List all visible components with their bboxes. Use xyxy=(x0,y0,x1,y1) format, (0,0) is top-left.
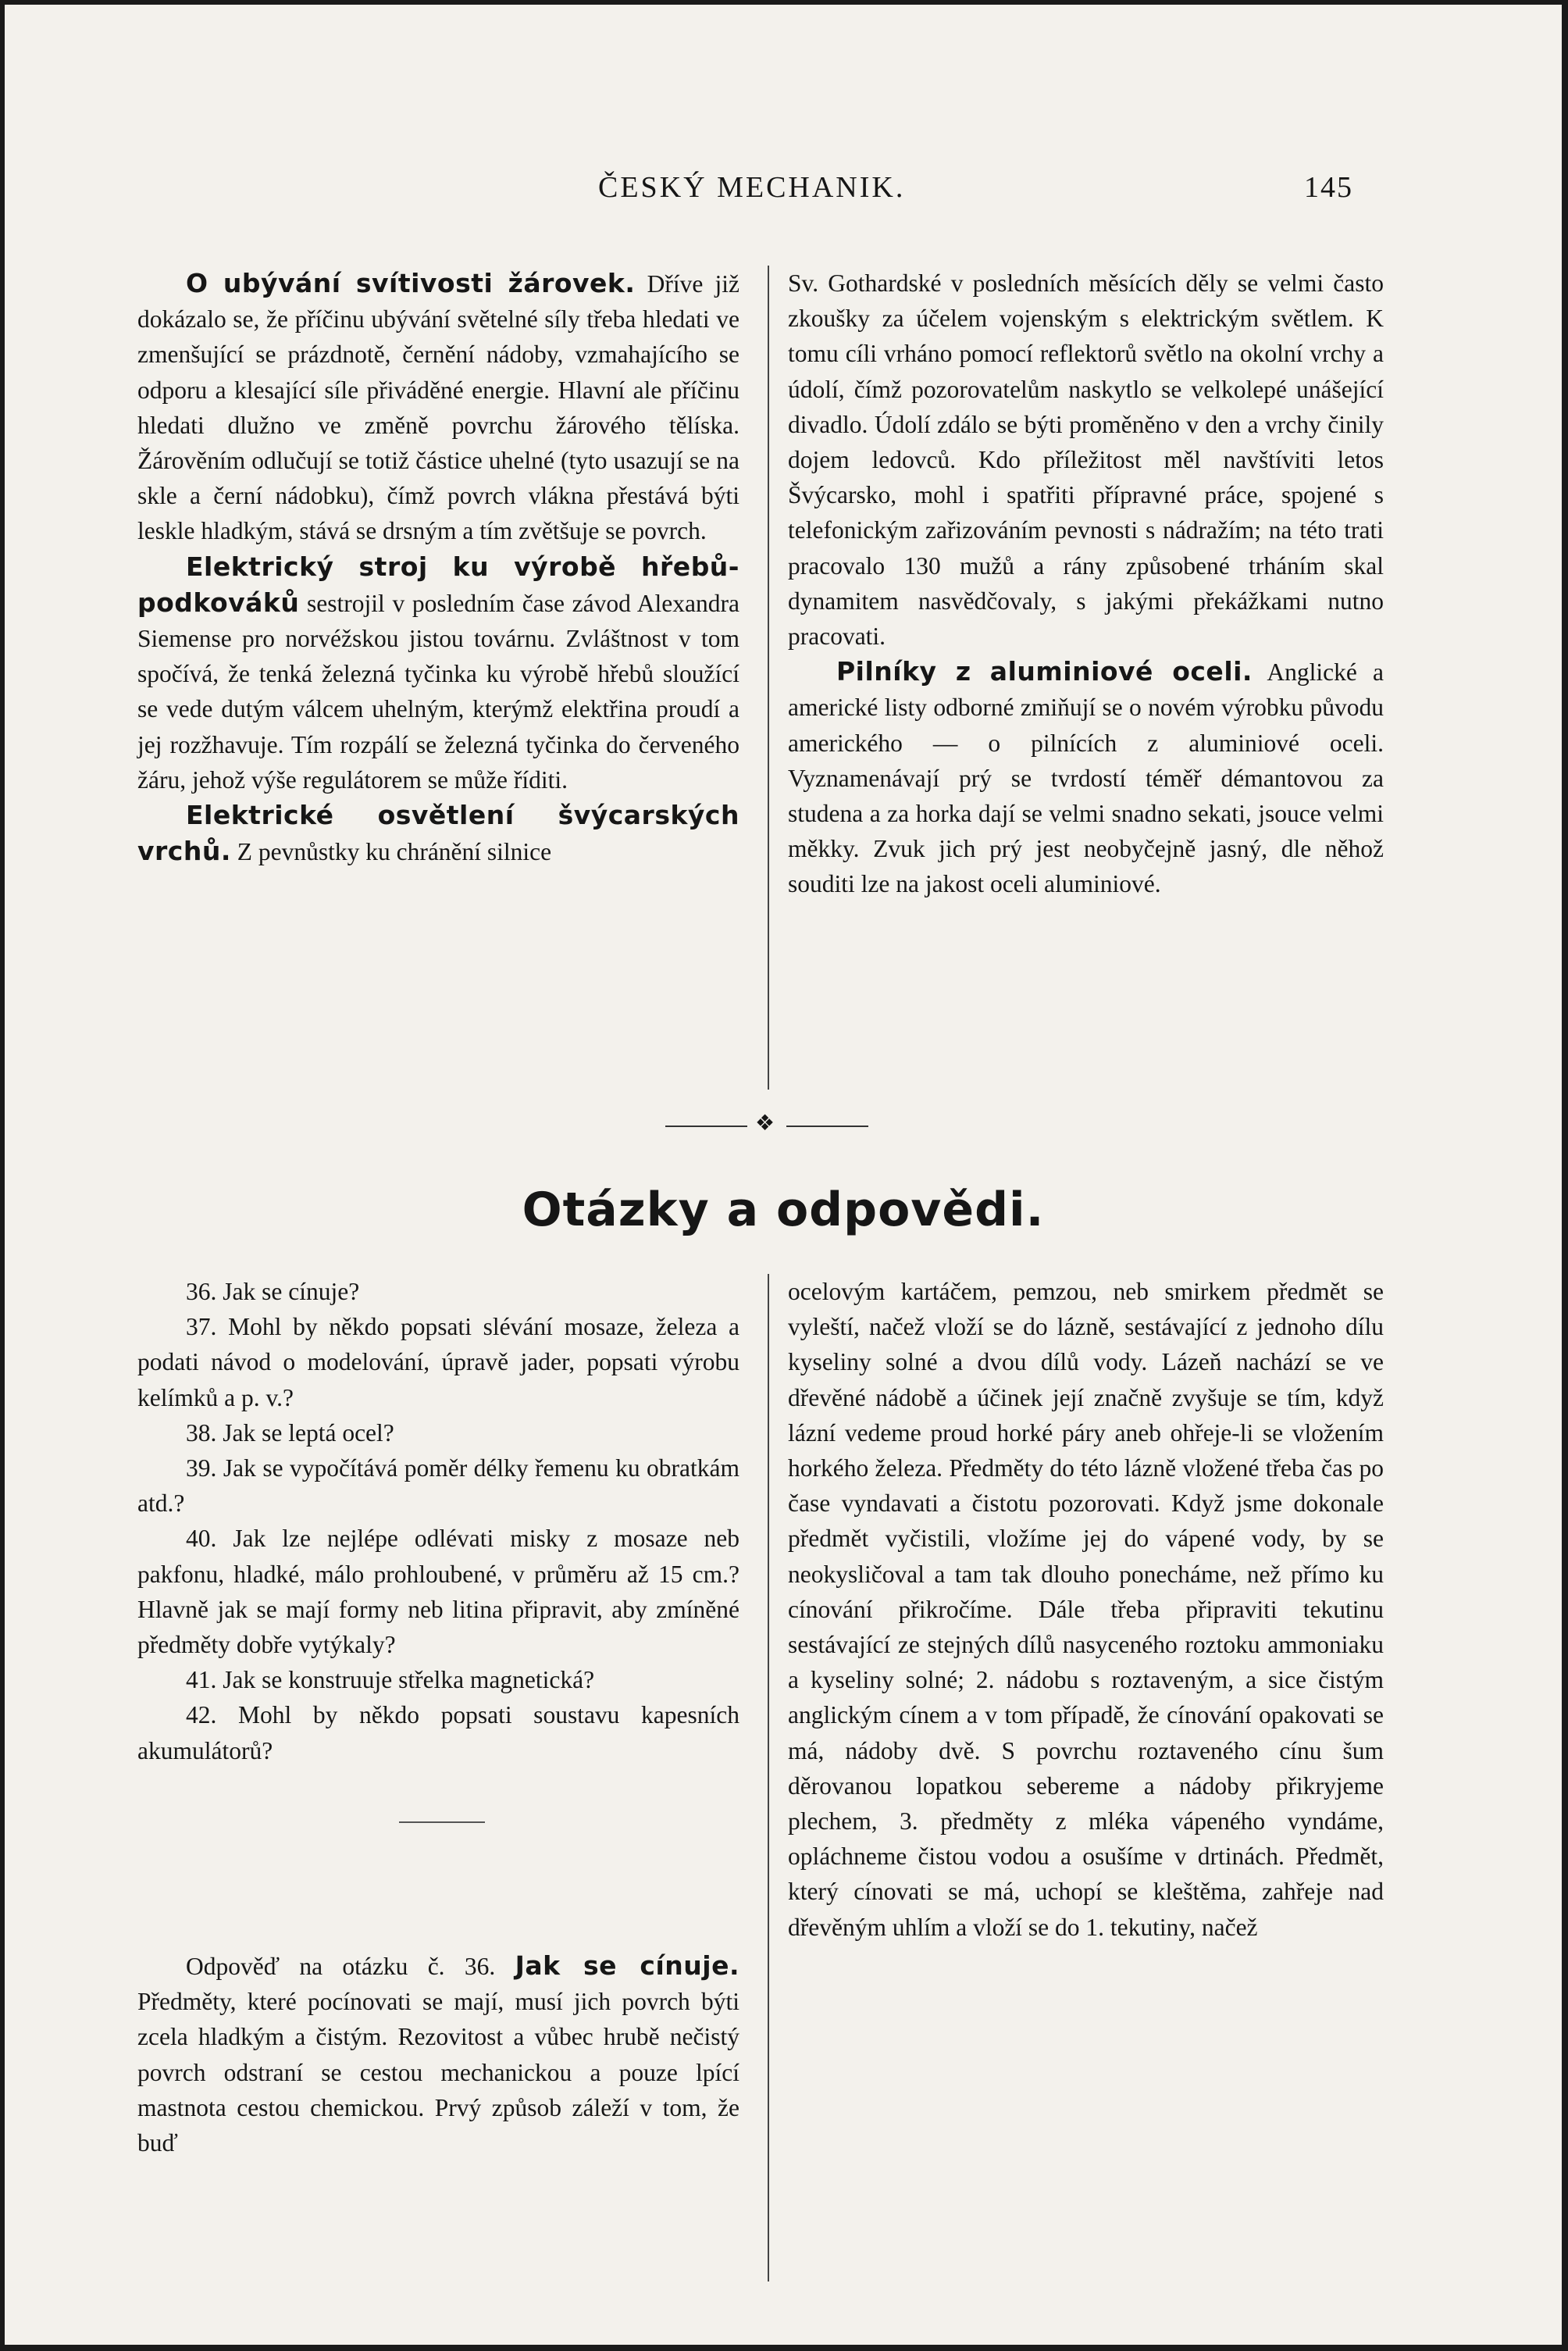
question-number: 37. xyxy=(186,1313,217,1341)
question-text: Jak lze nejlépe odlévati misky z mosaze neb pakfonu, hladké, málo prohloubené, v průměru až 15 cm.? Hlavně jak se mají formy neb litina připravit, aby zmíněné předměty dobře vytýkaly? xyxy=(137,1525,740,1659)
column-rule xyxy=(768,1274,769,2281)
top-left-column xyxy=(137,266,739,869)
article-text: Z pevnůstky ku chránění silnice xyxy=(237,838,552,866)
column-rule xyxy=(768,266,769,1090)
journal-title: ČESKÝ MECHANIK. xyxy=(598,171,906,204)
bottom-left-column xyxy=(137,1274,739,1768)
section-title: Otázky a odpovědi. xyxy=(522,1183,1045,1237)
article-text: sestrojil v posledním čase závod Alexandra Siemense pro norvéžskou jistou továrnu. Zvláštnost v tom spočívá, že tenká železná tyčinka ku výrobě hřebů sloužící se vede dutým válcem uhelným, kterýmž elektřina proudí a jej rozžhavuje. Tím rozpálí se železná tyčinka do červeného žáru, jehož výše regulátorem se může říditi. xyxy=(137,589,739,794)
article-nail-machine xyxy=(137,549,739,797)
question-text: Mohl by někdo popsati slévání mosaze, železa a podati návod o modelování, úpravě jader, popsati výrobu kelímků a p. v.? xyxy=(137,1313,739,1411)
top-right-column xyxy=(788,266,1384,902)
question-text: Jak se cínuje? xyxy=(223,1278,360,1305)
article-swiss-lighting xyxy=(137,797,739,869)
questions-list xyxy=(137,1274,739,1768)
article-aluminium-files xyxy=(788,654,1384,901)
article-text: Anglické a americké listy odborné zmiňují se o novém výrobku původu amerického — o pilnících z aluminiové oceli. Vyznamenávají prý se tvrdostí téměř démantovou za studena a za horka dají se velmi snadno sekati, jsouce velmi měkky. Zvuk jich prý jest neobyčejně jasný, dle něhož souditi lze na jakost oceli aluminiové. xyxy=(788,658,1384,898)
question-item xyxy=(137,1697,739,1768)
question-item xyxy=(137,1521,739,1662)
question-number: 36. xyxy=(186,1278,217,1305)
question-number: 39. xyxy=(186,1454,217,1482)
answer-bold-heading: Jak se cínuje. xyxy=(515,1950,740,1981)
question-number: 40. xyxy=(186,1525,217,1553)
question-number: 38. xyxy=(186,1418,217,1447)
article-heading: O ubývání svítivosti žárovek. xyxy=(186,268,636,298)
article-swiss-lighting-continued: Sv. Gothardské v posledních měsících děly se velmi často zkoušky za účelem vojenským s elektrickým světlem. K tomu cíli vrháno pomocí reflektorů světlo na okolní vrchy a údolí, čímž pozorovatelům naskytlo se velkolepé unášející divadlo. Údolí zdálo se býti proměněno v den a vrchy činily dojem ledovců. Kdo příležitost měl navštíviti letos Švýcarsko, mohl i spatřiti přípravné práce, spojené s telefonickým zařizováním pevnosti s nádražím; na této trati pracovalo 130 mužů a rány způsobené trháním skal dynamitem nasvědčovaly, s jakými překážkami nutno pracovati. xyxy=(788,269,1384,651)
question-text: Jak se leptá ocel? xyxy=(223,1418,394,1447)
question-text: Mohl by někdo popsati soustavu kapesních akumulátorů? xyxy=(137,1701,739,1764)
question-text: Jak se vypočítává poměr délky řemenu ku obratkám atd.? xyxy=(137,1454,740,1518)
page-number: 145 xyxy=(1304,171,1353,204)
article-light-bulbs xyxy=(137,266,739,549)
answer-text: Předměty, které pocínovati se mají, musí jich povrch býti zcela hladkým a čistým. Rezovitost a vůbec hrubě nečistý povrch odstraní se cestou mechanickou a pouze lpící mastnota cestou chemickou. Prvý způsob záleží v tom, že buď xyxy=(137,1988,739,2157)
article-heading: Elektrické osvětlení švýcarských vrchů. xyxy=(137,800,739,867)
ornament-icon: ❖ xyxy=(755,1111,775,1136)
answer-text-continued: ocelovým kartáčem, pemzou, neb smirkem předmět se vyleští, načež vloží se do lázně, sestávající z jednoho dílu kyseliny solné a dvou dílů vody. Lázeň nachází se ve dřevěné nádobě a účinek její značně zvyšuje se tím, když lázní vedeme proud horké páry aneb ohřeje-li se vložením horkého železa. Předměty do této lázně vložené třeba čas po čase vyndavati a čistotu pozorovati. Když jsme dokonale předmět vyčistili, vložíme jej do vápené vody, by se neokysličoval a tam tak dlouho ponecháme, než přímo ku cínování přikročíme. Dále třeba připraviti tekutinu sestávající ze stejných dílů nasyceného roztoku ammoniaku a kyseliny solné; 2. nádobu s roztaveným, a sice čistým anglickým cínem a v tom případě, že cínování opakovati se má, nádoby dvě. S povrchu roztaveného cínu šum děrovanou lopatkou sebereme a nádoby přikryjeme plechem, 3. předměty z mléka vápeného vyndáme, opláchneme čistou vodou a osušíme v drtinách. Předmět, který cínovati se má, uchopí se kleštěma, zahřeje nad dřevěným uhlím a vloží se do 1. tekutiny, načež xyxy=(788,1278,1384,1941)
answer-paragraph xyxy=(137,1948,739,2160)
question-number: 42. xyxy=(186,1701,217,1729)
article-text: Dříve již dokázalo se, že příčinu ubývání světelné síly třeba hledati ve zmenšující se prázdnotě, černění nádoby, vzmahajícího se odporu a klesající síle přiváděné energie. Hlavní ale příčinu hledati dlužno ve změně povrchu žárového tělíska. Žárověním odlučují se totiž částice uhelné (tyto usazují se na skle a černí nádobku), čímž povrch vlákna přestává býti leskle hladkým, stává se drsným a tím zvětšuje se povrch. xyxy=(137,270,739,545)
question-item xyxy=(137,1309,739,1415)
section-ornament xyxy=(665,1111,868,1136)
answer-intro: Odpověď na otázku č. 36. xyxy=(186,1953,496,1980)
question-text: Jak se konstruuje střelka magnetická? xyxy=(223,1666,595,1694)
article-heading: Pilníky z aluminiové oceli. xyxy=(836,656,1253,687)
question-item xyxy=(137,1450,739,1521)
question-item xyxy=(137,1662,739,1697)
running-header xyxy=(5,170,1562,205)
question-number: 41. xyxy=(186,1666,217,1694)
divider-rule xyxy=(399,1821,485,1823)
ornament-rule-left xyxy=(665,1126,747,1127)
answer-left xyxy=(137,1948,739,2160)
question-item xyxy=(137,1274,739,1309)
scanned-page xyxy=(5,5,1562,2345)
article-heading: Elektrický stroj ku výrobě hřebů-podkováků xyxy=(137,551,739,618)
bottom-right-column xyxy=(788,1274,1384,1945)
ornament-rule-right xyxy=(786,1126,868,1127)
question-item xyxy=(137,1415,739,1450)
